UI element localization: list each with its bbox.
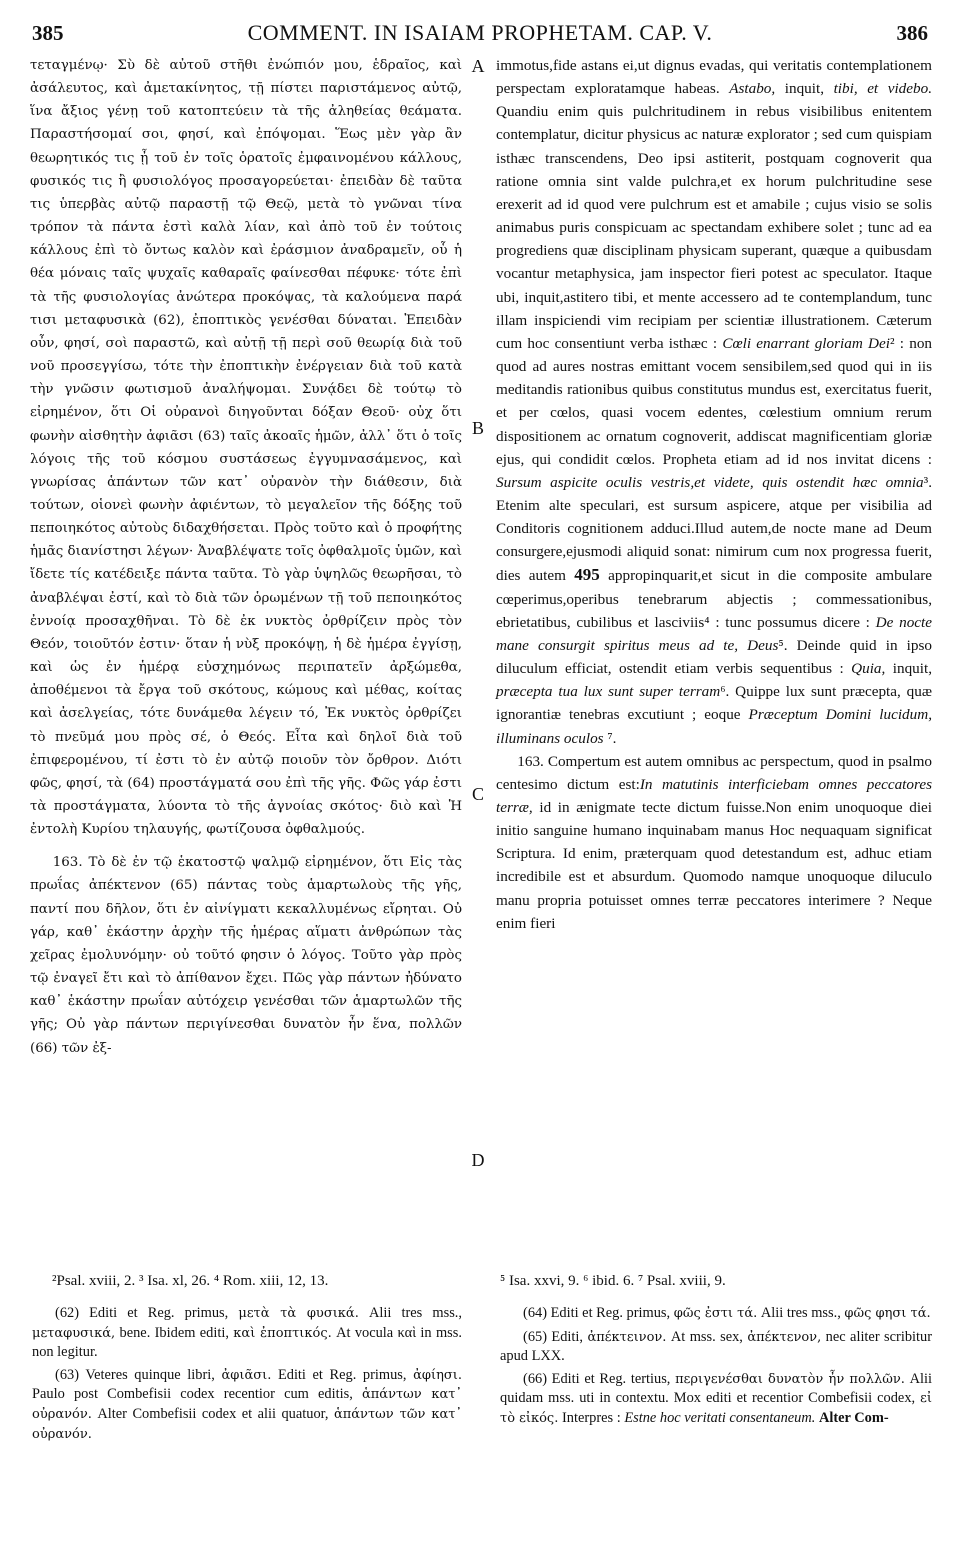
- latin-text: ⁶. Quippe lux sunt præcepta, quæ ignorantiæ tenebras excutiunt ; eoque: [496, 683, 932, 724]
- footnote-text: At vocula καὶ in mss. non legitur.: [32, 1324, 462, 1361]
- latin-quote: Præceptum Domini lucidum, illuminans oculos: [496, 706, 933, 747]
- footnote-greek: καὶ ἐποπτικός.: [233, 1325, 332, 1341]
- latin-text: appropinquarit,et sicut in die composite ambulare cœperimus,operibus tenebrarum abjectis ; commessationibus, ebrietatibus, cubilibus et lasciviis⁴ : tunc possumus dicere :: [496, 567, 933, 631]
- footnote-greek: ἀπέκτεινον.: [587, 1329, 667, 1345]
- footnote-text: (65) Editi,: [523, 1328, 584, 1345]
- footnote-greek: εἰ τὸ εἰκός.: [500, 1391, 932, 1426]
- footnote-greek: μεταφυσικά,: [32, 1325, 116, 1341]
- page-number-left: 385: [32, 20, 64, 45]
- footnote-greek: ἀφίησι.: [413, 1367, 462, 1383]
- margin-letter-a: A: [471, 56, 485, 76]
- footnote-text: Alter Com-: [818, 1409, 889, 1426]
- latin-quote: Cœli enarrant gloriam Dei: [722, 334, 890, 352]
- latin-quote: In matutinis interficiebam omnes peccatores terræ,: [496, 775, 932, 816]
- footnote-text: (62) Editi et Reg. primus,: [55, 1305, 229, 1321]
- footnotes-left: [32, 1304, 462, 1448]
- latin-text: id in ænigmate tecte dictum fuisse.Non enim unoquoque diei initio sanguine humano inquinabam manus Hoc nequaquam significat Scriptura. Id enim, præterquam quod detestandum est, adhuc etiam incredibile est et absurdum. Quomodo namque unoquoque diluculo manu propria potuisset omnes terræ peccatores interimere ? Neque enim fieri: [496, 799, 932, 932]
- margin-letter-b: B: [471, 418, 484, 438]
- footnote-greek: ἀφιᾶσι.: [221, 1367, 272, 1383]
- scripture-refs-left: ²Psal. xviii, 2. ³ Isa. xl, 26. ⁴ Rom. xiii, 12, 13.: [52, 1273, 329, 1289]
- latin-quote: præcepta tua lux sunt super terram: [496, 683, 721, 701]
- footnote-64: [500, 1304, 932, 1324]
- latin-text: immotus,fide astans ei,ut dignus evadas, qui veritatis contemplationem perspectam exploratamque habeas.: [496, 57, 932, 98]
- footnote-text: Alii tres mss.,: [760, 1305, 841, 1321]
- page-header: [32, 20, 928, 46]
- footnote-greek: φῶς φησι τά.: [844, 1306, 931, 1321]
- footnote-greek: ἀπέκτενον,: [747, 1329, 822, 1345]
- footnote-greek: μετὰ τὰ φυσικά.: [238, 1306, 359, 1321]
- latin-text: inquit,: [892, 660, 933, 678]
- footnote-text: Paulo post Combefisii codex recentior cum editis,: [32, 1386, 353, 1403]
- running-title: COMMENT. IN ISAIAM PROPHETAM. CAP. V.: [247, 20, 713, 45]
- footnote-text: (63) Veteres quinque libri,: [55, 1366, 215, 1383]
- footnote-62: [32, 1304, 462, 1362]
- latin-column: [496, 54, 932, 935]
- footnote-text: At mss. sex,: [670, 1328, 743, 1345]
- footnote-65: [500, 1328, 932, 1366]
- latin-text: 163. Compertum est autem omnibus ac perspectum, quod in psalmo centesimo dictum est:: [496, 752, 932, 793]
- latin-text: Quandiu enim quis pulchritudinem in rebus visibilibus enitentem contemplatur, dicitur physicus ac naturæ explorator ; sed cum quispiam isthæc transcendens, Deo ipsi astiterit, postquam cognoverit qua ratione omnia sint valde pulchra,et ex horum pulchritudine sese erexerit ad id quod vere pulchrum est et amabile ; cujus visio se solis animabus puris conspicuam ac spectandam exhibere solet ; tunc ad ea progrediens quæ disciplinam physicam superant, quæque a quibusdam vocantur metaphysica, jam inspector fieri potest ac speculator. Itaque ubi, inquit,astitero tibi, et mente accessero ad te contemplandum, tunc illam inspiciendi vim recipiam per scientiæ illustrationem. Cæterum cum hoc consentiunt verba isthæc :: [496, 103, 932, 352]
- footnote-quote: Estne hoc veritati consentaneum.: [624, 1409, 816, 1426]
- footnote-66: [500, 1370, 932, 1429]
- footnotes-right: [500, 1304, 932, 1433]
- latin-paragraph-2: [496, 750, 932, 935]
- footnote-text: Alii quidam mss. uti in contextu. Mox editi et recentior Combefisii codex,: [500, 1370, 932, 1407]
- latin-quote: tibi, et videbo.: [833, 80, 932, 98]
- footnote-63: [32, 1366, 462, 1444]
- margin-letter-c: C: [471, 784, 484, 804]
- latin-quote: Sursum aspicite oculis vestris,et videte, quis ostendit hæc omnia: [496, 473, 924, 491]
- margin-letter-d: D: [471, 1150, 485, 1170]
- footnote-text: Editi et Reg. primus,: [277, 1366, 407, 1383]
- footnote-greek: ἁπάντων τῶν κατ᾽ οὐρανόν.: [32, 1406, 462, 1442]
- latin-text: ⁵. Deinde quid in ipso diluculum efficiat, ostendit etiam verbis sequentibus :: [496, 636, 932, 678]
- footnote-text: nec aliter scribitur apud LXX.: [500, 1328, 932, 1365]
- greek-paragraph-1: τεταγμένῳ· Σὺ δὲ αὐτοῦ στῆθι ἐνώπιόν μου, ἑδραῖος, καὶ ἀσάλευτος, καὶ ἀμετακίνητος, τῇ πίστει παριστάμενος αὐτῷ, ἵνα ἄξιος γένῃ τοῦ κατοπτεύειν τὰ τῆς ἀληθείας θεάματα. Παραστήσομαί σοι, φησί, καὶ ἐπόψομαι. Ἕως μὲν γὰρ ἂν θεωρητικός τις ᾖ τοῦ ἐν τοῖς ὁρατοῖς ἐμφαινομένου κάλλους, φυσικός τις ἢ φυσιολόγος προσαγορεύεται· ἐπειδὰν δὲ ταῦτα τις ὑπερβὰς αὐτῷ παραστῇ τῷ Θεῷ, μετὰ τὸ γνῶναι τίνα τρόπον τὰ πάντα ἐστὶ καλὰ λίαν, καὶ ἀπὸ τοῦ ἐν τούτοις κάλλους ἐπὶ τὸ ὄντως καλὸν καὶ ἐράσμιον ἀναδραμεῖν, οὗ ἡ θέα μόναις ταῖς ψυχαῖς καθαραῖς φαίνεσθαι πέφυκε· τότε ἐπὶ τὰ τῆς φυσιολογίας ἀνώτερα προκόψας, τὰ καλούμενα παρά τισι μεταφυσικὰ (62), ἐποπτικὸς γενέσθαι δύναται. Ἐπειδὰν οὖν, φησί, σοὶ παραστῶ, καὶ αὐτῇ τῇ περὶ σοῦ θεωρίᾳ διὰ τοῦ νοῦ προσεγγίσω, τότε τὴν ἐποπτικὴν ἐνέργειαν διὰ τοῦ κατὰ τὴν γνῶσιν φωτισμοῦ ἀναλήψομαι. Συνᾴδει δὲ τούτῳ τὸ εἰρημένον, ὅτι Οἱ οὐρανοὶ διηγοῦνται δόξαν Θεοῦ· οὐχ ὅτι φωνὴν αἰσθητὴν ἀφιᾶσι (63) ταῖς ἀκοαῖς ἡμῶν, ἀλλ᾽ ὅτι ὁ τοῖς λόγοις τῆς τοῦ κόσμου συστάσεως ἐγγυμνασάμενος, καὶ γνωρίσας ἁπάντων τῶν κατ᾽ οὐρανὸν τὴν διάθεσιν, διὰ τούτων, οἱονεὶ φωνὴν ἀφιέντων, τὸ μεγαλεῖον τῆς δόξης τοῦ πεποιηκότος αὐτοὺς διδαχθήσεται. Πρὸς τοῦτο καὶ ὁ προφήτης ἡμᾶς διανίστησι λέγων· Ἀναβλέψατε τοῖς ὀφθαλμοῖς ὑμῶν, καὶ ἴδετε τίς κατέδειξε πάντα ταῦτα. Τὸ γὰρ ὑψηλῶς θεωρῆσαι, τὸ ἀναβλέψαι ἐστί, καὶ τὸ διὰ τῶν ὁρωμένων τῇ τοῦ πεποιηκότος ἐννοίᾳ προσαχθῆναι. Τὸ δὲ ἐκ νυκτὸς ὀρθρίζειν πρὸς τὸν Θεόν, τοιοῦτόν ἐστιν· ὅταν ἡ νὺξ προκόψῃ, ἡ δὲ ἡμέρα ἐγγίσῃ, καὶ ὡς ἐν ἡμέρᾳ εὐσχημόνως περιπατεῖν ἀρξώμεθα, ἀποθέμενοι τὰ ἔργα τοῦ σκότους, κώμους καὶ μέθας, κοίτας καὶ ἀσελγείας, τότε δυνάμεθα λέγειν τό, Ἐκ νυκτὸς ὀρθρίζει τὸ πνεῦμά μου πρὸς σέ, ὁ Θεός. Εἶτα καὶ δηλοῖ διὰ τοῦ ἐπιφερομένου, τί ἐστι τὸ ἐν αὐτῷ ποιοῦν τὸν ὄρθρον. Διότι φῶς, φησί, τὰ (64) προστάγματά σου ἐπὶ τῆς γῆς. Φῶς γάρ ἐστι τὰ προστάγματα, λύοντα τὸ τῆς ἀγνοίας σκότος· διὸ καὶ Ἡ ἐντολὴ Κυρίου τηλαυγής, φωτίζουσα ὀφθαλμούς.: [30, 58, 463, 838]
- latin-quote: Quia,: [851, 660, 886, 678]
- latin-quote: Astabo,: [729, 80, 776, 98]
- greek-paragraph-2: 163. Τὸ δὲ ἐν τῷ ἑκατοστῷ ψαλμῷ εἰρημένον, ὅτι Εἰς τὰς πρωΐας ἀπέκτενον (65) πάντας τοὺς ἁμαρτωλοὺς τῆς γῆς, παντί που δῆλον, ὅτι ἐν αἰνίγματι κεκαλλυμένως εἴρηται. Οὐ γάρ, καθ᾽ ἑκάστην ἀρχὴν τῆς ἡμέρας αἵματι ἀνθρώπων τὰς χεῖρας ἐμολυνόμην· οὐ τοῦτό φησιν ὁ λόγος. Τοῦτο γὰρ πρὸς τῷ ἐναγεῖ ἔτι καὶ τὸ ἀπίθανον ἔχει. Πῶς γὰρ πάντων ἠδύνατο καθ᾽ ἑκάστην πρωΐαν αὐτόχειρ γενέσθαι τῶν ἁμαρτωλῶν τῆς γῆς; Οὐ γὰρ πάντων περιγίνεσθαι δυνατὸν ἦν ἕνα, πολλῶν (66) τῶν ἐξ-: [30, 855, 462, 1056]
- footnote-text: Alii tres mss.,: [368, 1305, 462, 1321]
- footnote-text: (64) Editi et Reg. primus,: [523, 1305, 671, 1321]
- page-number-right: 386: [896, 20, 928, 45]
- scripture-refs-right: ⁵ Isa. xxvi, 9. ⁶ ibid. 6. ⁷ Psal. xviii, 9.: [500, 1273, 726, 1289]
- footnote-greek: φῶς ἐστι τά.: [673, 1306, 758, 1321]
- footnote-text: Interpres :: [561, 1409, 621, 1426]
- latin-paragraph-1: [496, 54, 932, 750]
- latin-text: inquit,: [784, 80, 825, 98]
- latin-text: ² : non quod ad aures nostras emittant vocem sensibilem,sed quod qui in iis meditandis rationibus quibus constitutus mundus est, exercitatus fuerit, et per cœlos, quasi vocem edentes, cœlestium omnium rerum dispositionem ac ornatum cognoverit, addiscat magnificentiam gloriæ ejus, qui condidit cœlos. Propheta etiam ad id nos invitat dicens :: [496, 334, 933, 468]
- latin-quote: De nocte mane consurgit spiritus meus ad te, Deus: [496, 613, 932, 654]
- footnote-greek: ἁπάντων κατ᾽ οὐρανόν.: [32, 1387, 462, 1422]
- footnote-text: bene. Ibidem editi,: [119, 1324, 229, 1341]
- footnote-text: (66) Editi et Reg. tertius,: [523, 1370, 671, 1387]
- original-page-number: 495: [574, 565, 600, 585]
- greek-column: [30, 54, 462, 1060]
- footnote-text: Alter Combefisii codex et alii quatuor,: [97, 1405, 329, 1422]
- latin-text: ⁷.: [607, 729, 617, 747]
- latin-text: ³. Etenim alte speculari, est sursum aspicere, atque per visibilia ad Conditoris cognitionem adduci.Illud autem,de nocte mane ad Deum consurgere,ejusmodi aliquid sonat: nimirum cum nox progressa fuerit, dies autem: [496, 473, 932, 585]
- footnote-greek: περιγενέσθαι δυνατὸν ἦν πολλῶν.: [675, 1371, 905, 1387]
